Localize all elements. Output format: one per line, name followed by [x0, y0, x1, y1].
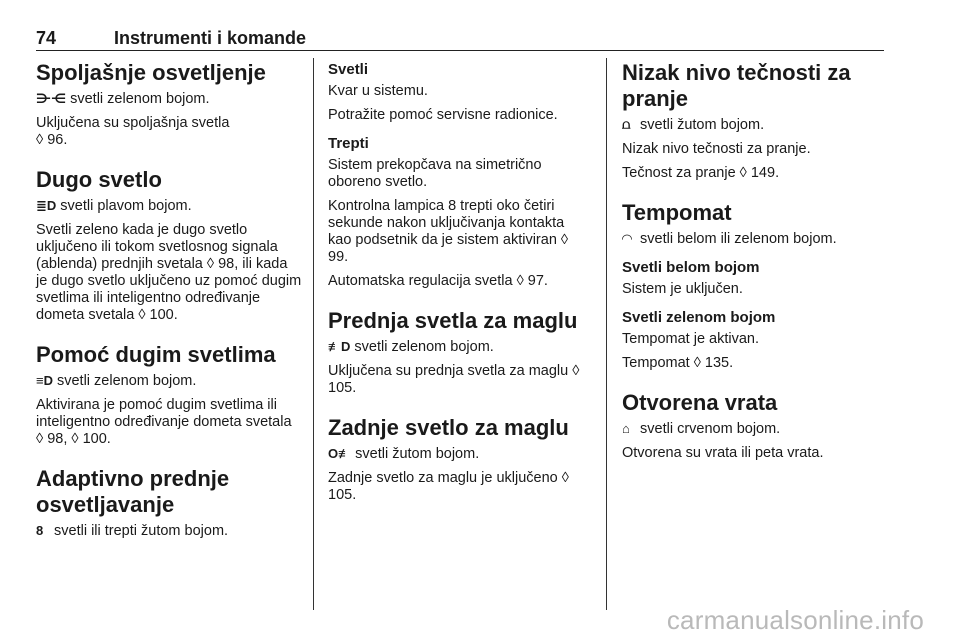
paragraph: Tempomat ◊ 135.: [622, 355, 734, 371]
high-beam-assist-text: Aktivirana je pomoć dugim svetlima ili inteligentno određivanje dometa svetala ◊ 98, ◊ 100.: [36, 397, 292, 447]
paragraph: Tempomat je aktivan.: [622, 331, 760, 347]
paragraph: Potražite pomoć servisne radionice.: [328, 107, 558, 123]
section-title-front-fog: Prednja svetla za maglu: [328, 308, 578, 333]
subheading-trepti: Trepti: [328, 135, 369, 152]
front-fog-text: Uključena su prednja svetla za maglu ◊ 105.: [328, 363, 580, 396]
open-door-status: ⌂ svetli crvenom bojom.: [622, 421, 781, 437]
section-title-rear-fog: Zadnje svetlo za maglu: [328, 415, 569, 440]
adaptive-light-status: 8 svetli ili trepti žutom bojom.: [36, 523, 229, 539]
paragraph: Nizak nivo tečnosti za pranje.: [622, 141, 811, 157]
chapter-title: Instrumenti i komande: [114, 28, 307, 48]
high-beam-assist-icon: ≡D: [36, 373, 53, 388]
rear-fog-text: Zadnje svetlo za maglu je uključeno ◊ 105.: [328, 470, 569, 503]
section-title-adaptive-light: Adaptivno prednje osvetljavanje: [36, 466, 230, 517]
paragraph: Sistem je uključen.: [622, 281, 743, 297]
column-divider-2: [606, 58, 607, 610]
subheading-white: Svetli belom bojom: [622, 259, 760, 276]
column-3: [622, 60, 888, 469]
page-header: [36, 26, 884, 51]
paragraph: Kontrolna lampica 8 trepti oko četiri sekunde nakon uključivanja kontakta kao podsetnik da je sistem aktiviran ◊ 99.: [328, 198, 569, 265]
rear-fog-status: O≢ svetli žutom bojom.: [328, 446, 480, 462]
high-beam-text: Svetli zeleno kada je dugo svetlo uključeno ili tokom svetlosnog signala (ablenda) prednjih svetala ◊ 98, ili kada je dugo svetlo uključeno uz pomoć dugim svetlima ili inteligentno određivanje dometa svetala ◊ 100.: [36, 222, 302, 323]
front-fog-status: ≢D svetli zelenom bojom.: [328, 339, 494, 355]
column-1: [36, 60, 302, 547]
section-title-high-beam: Dugo svetlo: [36, 167, 162, 192]
page-number: 74: [36, 28, 57, 48]
section-title-open-door: Otvorena vrata: [622, 390, 778, 415]
front-fog-light-icon: ≢D: [328, 339, 351, 354]
high-beam-icon: ≣D: [36, 198, 57, 213]
high-beam-assist-status: ≡D svetli zelenom bojom.: [36, 373, 197, 389]
cruise-control-status: ◠ svetli belom ili zelenom bojom.: [622, 231, 837, 247]
high-beam-status: ≣D svetli plavom bojom.: [36, 198, 192, 214]
paragraph: Automatska regulacija svetla ◊ 97.: [328, 273, 548, 289]
exterior-lights-icon: ⋺⋲: [36, 91, 67, 106]
washer-fluid-status: ⩍ svetli žutom bojom.: [622, 117, 765, 133]
paragraph: Kvar u sistemu.: [328, 83, 428, 99]
door-open-icon: ⌂: [622, 421, 630, 436]
section-title-cruise-control: Tempomat: [622, 200, 732, 225]
page-ref-link[interactable]: ◊ 96.: [36, 132, 68, 148]
section-title-washer-fluid: Nizak nivo tečnosti za pranje: [622, 60, 851, 111]
paragraph: Otvorena su vrata ili peta vrata.: [622, 445, 824, 461]
adaptive-light-icon: 8: [36, 523, 44, 538]
column-divider-1: [313, 58, 314, 610]
rear-fog-light-icon: O≢: [328, 446, 352, 461]
exterior-lights-text: Uključena su spoljašnja svetla ◊ 96.: [36, 115, 230, 148]
cruise-control-icon: ◠: [622, 231, 632, 246]
column-2: [328, 60, 590, 511]
section-title-exterior-lights: Spoljašnje osvetljenje: [36, 60, 266, 85]
paragraph: Sistem prekopčava na simetrično oboreno svetlo.: [328, 157, 542, 190]
washer-fluid-icon: ⩍: [622, 117, 631, 132]
paragraph: Tečnost za pranje ◊ 149.: [622, 165, 780, 181]
watermark: carmanualsonline.info: [666, 605, 924, 635]
exterior-lights-status: ⋺⋲ svetli zelenom bojom.: [36, 91, 210, 107]
subheading-svetli: Svetli: [328, 61, 369, 78]
section-title-high-beam-assist: Pomoć dugim svetlima: [36, 342, 276, 367]
subheading-green: Svetli zelenom bojom: [622, 309, 776, 326]
